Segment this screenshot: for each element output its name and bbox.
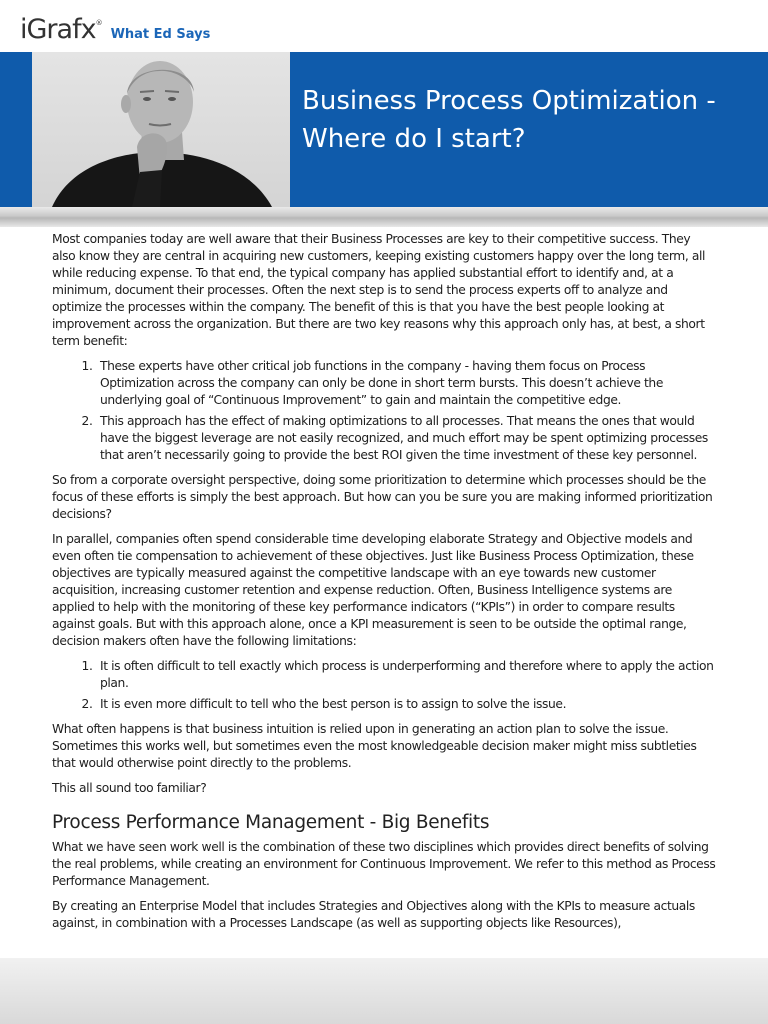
paragraph: What often happens is that business intuition is relied upon in generating an action plan to solve the issue. Sometimes this works well, but sometimes even the most knowledgeable decision maker might miss subtleties that would otherwise point directly to the problems. [52,722,697,770]
intro-paragraph: Most companies today are well aware that their Business Processes are key to their competitive success. They also know they are central in acquiring new customers, keeping existing customers happy over the long term, all while reducing expense. To that end, the typical company has applied substantial effort to identify and, at a minimum, document their processes. Often the next step is to send the process experts off to analyze and optimize the processes within the company. The benefit of this is that you have the best people looking at improvement across the organization. But there are two key reasons why this approach only has, at best, a short term benefit: [52,232,706,348]
paragraph: In parallel, companies often spend considerable time developing elaborate Strategy and Objective models and even often tie compensation to achievement of these objectives. Just like Business Process Optimization, these objectives are typically measured against the competitive landscape with an eye towards new customer acquisition, increasing customer retention and expense reduction. Often, Business Intelligence systems are applied to help with the monitoring of these key performance indicators (“KPIs”) in order to compare results against goals. But with this approach alone, once a KPI measurement is seen to be outside the optimal range, decision makers often have the following limitations: [52,532,694,648]
page-title: Business Process Optimization - Where do I start? [302,86,716,154]
section-heading: Process Performance Management - Big Benefits [52,812,490,833]
author-portrait-illustration [32,52,290,207]
paragraph: So from a corporate oversight perspective, doing some prioritization to determine which processes should be the focus of these efforts is simply the best approach. But how can you be sure you are making informed prioritization decisions? [52,473,713,521]
logo-brand: iGrafx [20,14,96,45]
author-photo [32,52,290,207]
title-banner [0,52,768,207]
logo-tagline: What Ed Says [110,27,211,42]
limitations-list [52,658,717,713]
article-body [52,231,717,940]
header-bar [0,0,768,52]
reasons-list [52,358,717,464]
list-item: 1. It is often difficult to tell exactly which process is underperforming and therefore where to apply the action plan. [96,658,717,692]
paragraph: This all sound too familiar? [52,781,207,795]
logo-registered-mark: ® [95,19,103,27]
list-item: 1. These experts have other critical job functions in the company - having them focus on Process Optimization across the company can only be done in short term bursts. This doesn’t achieve the underlying goal of “Continuous Improvement” to gain and maintain the competitive edge. [96,358,717,409]
igrafx-logo [20,14,210,45]
list-item: 2. This approach has the effect of making optimizations to all processes. That means the ones that would have the biggest leverage are not easily recognized, and much effort may be spent optimizing processes that aren’t necessarily going to provide the best ROI given the time investment of these key personnel. [96,413,717,464]
header-divider [0,207,768,227]
list-item: 2. It is even more difficult to tell who the best person is to assign to solve the issue. [96,696,717,713]
page-footer-fade [0,958,768,1024]
paragraph: What we have seen work well is the combination of these two disciplines which provides direct benefits of solving the real problems, while creating an environment for Continuous Improvement. We refer to this method as Process Performance Management. [52,840,716,888]
paragraph: By creating an Enterprise Model that includes Strategies and Objectives along with the KPIs to measure actuals against, in combination with a Processes Landscape (as well as supporting objects like Resources), [52,899,695,930]
